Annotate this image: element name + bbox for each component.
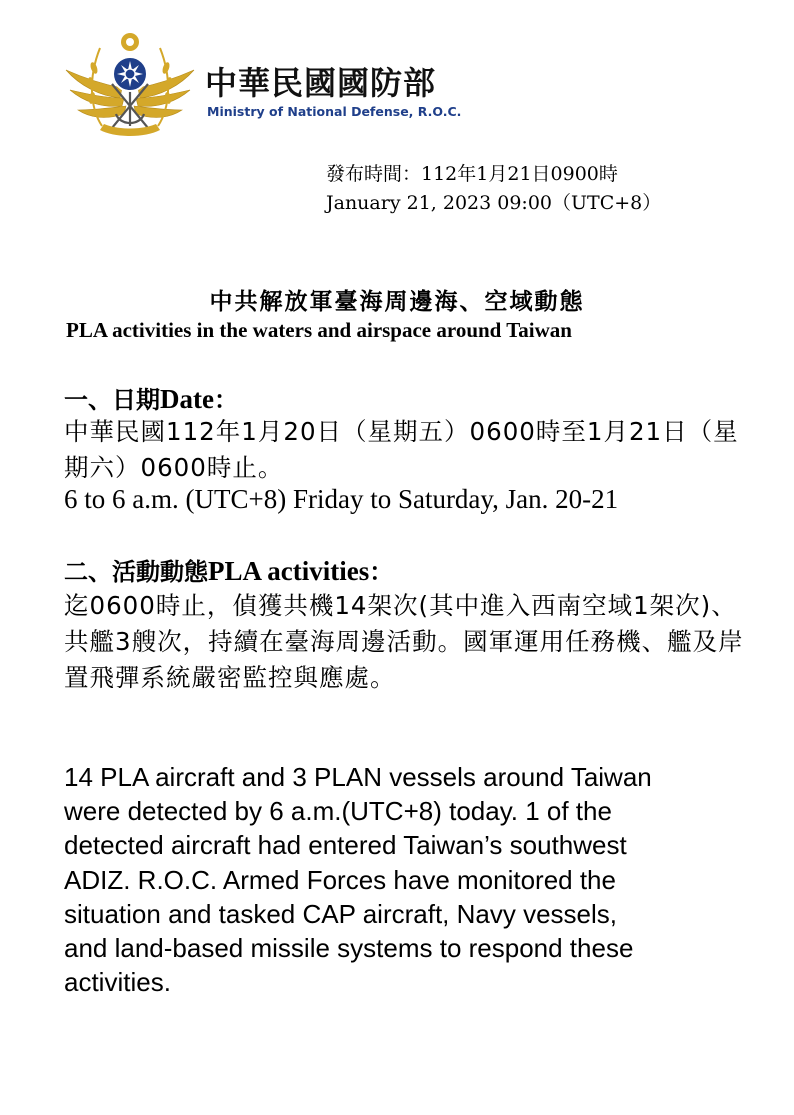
section-activities-heading-zh: 二、活動動態	[64, 558, 208, 586]
section-activities-heading-en: PLA activities	[208, 556, 370, 586]
section-date-body-zh: 中華民國112年1月20日（星期五）0600時至1月21日（星期六）0600時止。	[64, 417, 739, 482]
en-body-line: and land-based missile systems to respond these	[64, 933, 634, 964]
section-activities-heading-colon: ：	[369, 558, 394, 586]
section-date-heading-colon: ：	[213, 386, 238, 414]
org-name-en: Ministry of National Defense, R.O.C.	[207, 104, 462, 119]
section-date-heading-en: Date	[160, 384, 214, 414]
en-body-line: situation and tasked CAP aircraft, Navy vessels,	[64, 898, 617, 929]
en-body-line: 14 PLA aircraft and 3 PLAN vessels around Taiwan	[64, 762, 652, 792]
en-body-line: ADIZ. R.O.C. Armed Forces have monitored the	[64, 864, 616, 895]
page-title-en: PLA activities in the waters and airspace around Taiwan	[66, 318, 572, 342]
section-activities-heading	[64, 552, 393, 587]
ministry-emblem-logo	[60, 28, 200, 140]
section-date-heading	[64, 380, 238, 415]
release-time-en: January 21, 2023 09:00（UTC+8）	[326, 192, 662, 214]
en-body-line: were detected by 6 a.m.(UTC+8) today. 1 of the	[64, 796, 612, 827]
section-date-heading-zh: 一、日期	[64, 386, 160, 414]
release-time	[326, 160, 661, 218]
release-time-zh: 發布時間：112年1月21日0900時	[326, 163, 618, 185]
section-activities-body-en	[64, 760, 744, 999]
en-body-line: activities.	[64, 967, 171, 998]
section-activities-body-zh: 迄0600時止，偵獲共機14架次(其中進入西南空域1架次)、共艦3艘次，持續在臺海周邊活動。國軍運用任務機、艦及岸置飛彈系統嚴密監控與應處。	[64, 591, 744, 692]
org-name-zh: 中華民國國防部	[205, 64, 437, 102]
page-title-zh: 中共解放軍臺海周邊海、空域動態	[209, 289, 585, 315]
section-date-body-en: 6 to 6 a.m. (UTC+8) Friday to Saturday, Jan. 20-21	[64, 484, 619, 514]
en-body-line: detected aircraft had entered Taiwan’s southwest	[64, 830, 627, 861]
